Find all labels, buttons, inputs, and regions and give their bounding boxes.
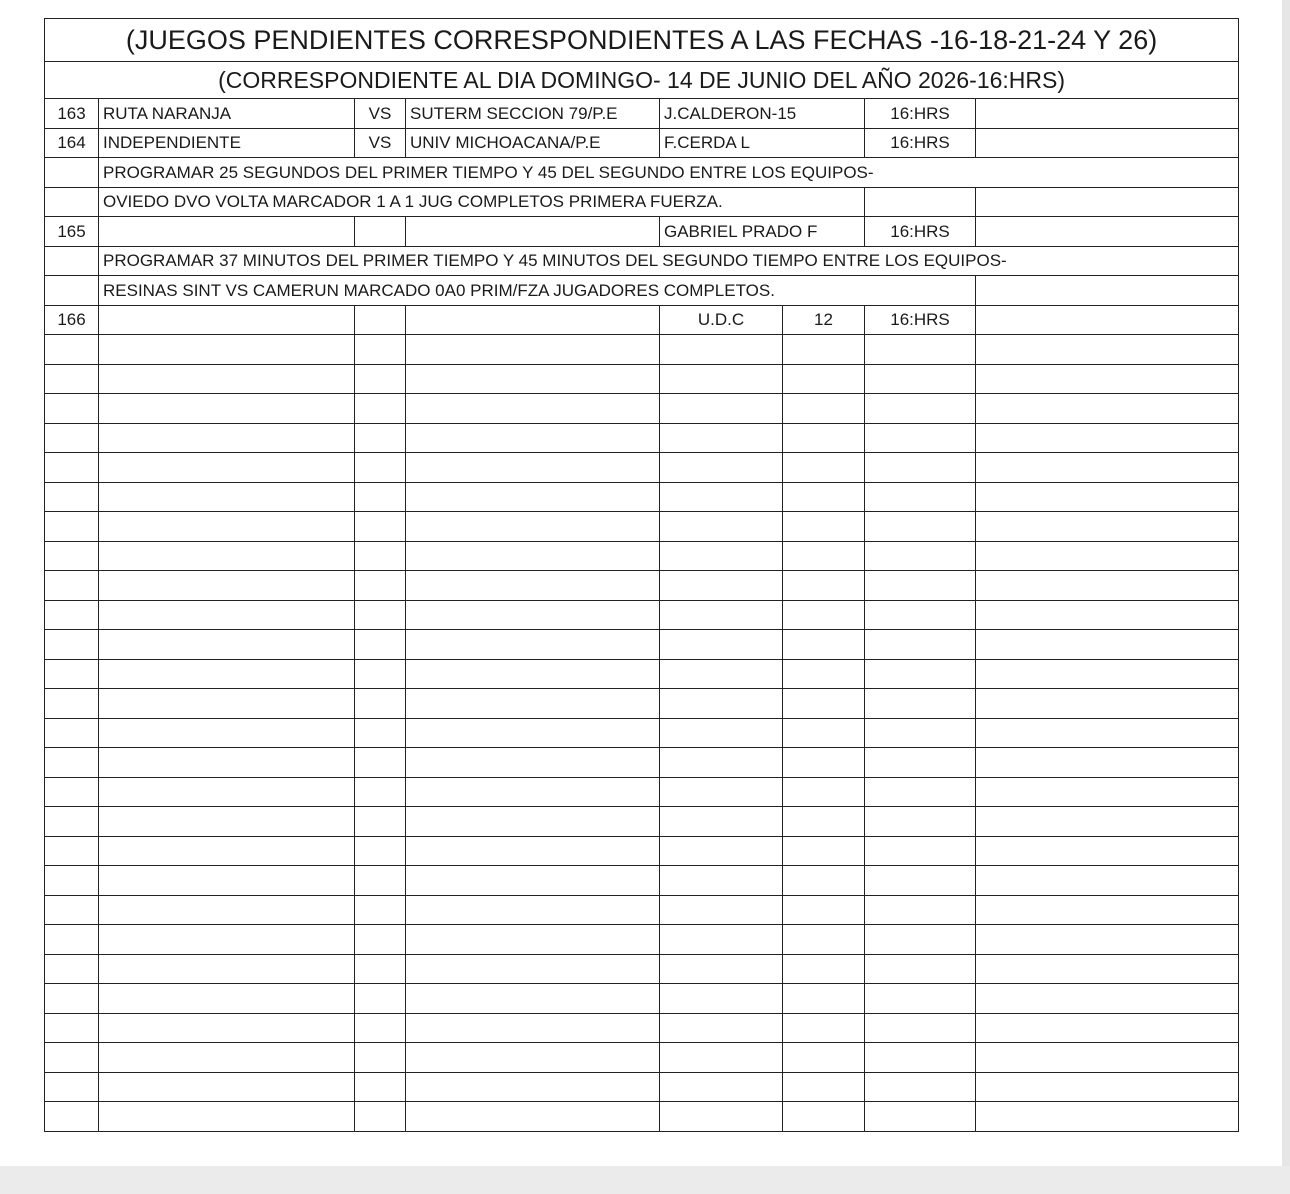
empty-cell bbox=[976, 276, 1239, 306]
note-row bbox=[45, 246, 1239, 276]
empty-cell bbox=[976, 453, 1239, 483]
field-number: 12 bbox=[783, 305, 865, 335]
empty-cell bbox=[406, 630, 660, 660]
empty-cell bbox=[783, 1043, 865, 1073]
empty-cell bbox=[406, 335, 660, 365]
empty-cell bbox=[976, 1102, 1239, 1132]
empty-row bbox=[45, 689, 1239, 719]
empty-row bbox=[45, 571, 1239, 601]
empty-cell bbox=[406, 777, 660, 807]
empty-cell bbox=[355, 1102, 406, 1132]
empty-cell bbox=[865, 394, 976, 424]
game-row-163 bbox=[45, 99, 1239, 129]
empty-cell bbox=[355, 895, 406, 925]
empty-cell bbox=[865, 1102, 976, 1132]
empty-cell bbox=[355, 394, 406, 424]
empty-cell bbox=[45, 1043, 99, 1073]
empty-cell bbox=[865, 718, 976, 748]
empty-cell bbox=[865, 453, 976, 483]
empty-cell bbox=[406, 689, 660, 719]
empty-cell bbox=[976, 600, 1239, 630]
vs-label: VS bbox=[355, 99, 406, 129]
empty-cell bbox=[783, 512, 865, 542]
empty-cell bbox=[660, 364, 783, 394]
empty-cell bbox=[99, 394, 355, 424]
empty-row bbox=[45, 482, 1239, 512]
empty-cell bbox=[45, 571, 99, 601]
empty-cell bbox=[865, 954, 976, 984]
note-text: PROGRAMAR 37 MINUTOS DEL PRIMER TIEMPO Y 45 MINUTOS DEL SEGUNDO TIEMPO ENTRE LOS EQUIPOS- bbox=[99, 246, 1239, 276]
empty-cell bbox=[45, 659, 99, 689]
empty-cell bbox=[406, 423, 660, 453]
empty-cell bbox=[660, 600, 783, 630]
empty-cell bbox=[660, 984, 783, 1014]
empty-cell bbox=[406, 217, 660, 247]
empty-row bbox=[45, 984, 1239, 1014]
empty-cell bbox=[45, 482, 99, 512]
empty-cell bbox=[45, 512, 99, 542]
empty-row bbox=[45, 394, 1239, 424]
empty-cell bbox=[865, 836, 976, 866]
empty-cell bbox=[355, 305, 406, 335]
empty-cell bbox=[865, 630, 976, 660]
empty-cell bbox=[976, 984, 1239, 1014]
empty-cell bbox=[976, 1072, 1239, 1102]
page-edge bbox=[0, 1166, 1290, 1194]
empty-cell bbox=[355, 364, 406, 394]
empty-cell bbox=[976, 217, 1239, 247]
empty-cell bbox=[783, 659, 865, 689]
empty-cell bbox=[99, 866, 355, 896]
note-row bbox=[45, 187, 1239, 217]
home-team: INDEPENDIENTE bbox=[99, 128, 355, 158]
empty-row bbox=[45, 600, 1239, 630]
empty-cell bbox=[45, 748, 99, 778]
note-text: RESINAS SINT VS CAMERUN MARCADO 0A0 PRIM/FZA JUGADORES COMPLETOS. bbox=[99, 276, 976, 306]
empty-cell bbox=[45, 423, 99, 453]
empty-row bbox=[45, 659, 1239, 689]
game-number: 163 bbox=[45, 99, 99, 129]
empty-cell bbox=[783, 335, 865, 365]
empty-cell bbox=[406, 482, 660, 512]
empty-row bbox=[45, 925, 1239, 955]
empty-cell bbox=[99, 689, 355, 719]
empty-cell bbox=[355, 630, 406, 660]
empty-cell bbox=[976, 836, 1239, 866]
game-row-164 bbox=[45, 128, 1239, 158]
empty-cell bbox=[783, 394, 865, 424]
empty-cell bbox=[865, 512, 976, 542]
note-row bbox=[45, 158, 1239, 188]
empty-row bbox=[45, 335, 1239, 365]
empty-row bbox=[45, 423, 1239, 453]
empty-cell bbox=[45, 453, 99, 483]
empty-cell bbox=[406, 512, 660, 542]
empty-cell bbox=[660, 807, 783, 837]
game-number: 164 bbox=[45, 128, 99, 158]
empty-row bbox=[45, 541, 1239, 571]
empty-cell bbox=[865, 689, 976, 719]
empty-cell bbox=[976, 925, 1239, 955]
empty-cell bbox=[99, 925, 355, 955]
empty-cell bbox=[99, 984, 355, 1014]
empty-row bbox=[45, 866, 1239, 896]
empty-row bbox=[45, 748, 1239, 778]
empty-row bbox=[45, 718, 1239, 748]
empty-cell bbox=[99, 305, 355, 335]
title-row bbox=[45, 19, 1239, 62]
empty-cell bbox=[976, 718, 1239, 748]
empty-cell bbox=[406, 1043, 660, 1073]
away-team: UNIV MICHOACANA/P.E bbox=[406, 128, 660, 158]
empty-cell bbox=[783, 600, 865, 630]
empty-row bbox=[45, 1072, 1239, 1102]
empty-cell bbox=[45, 364, 99, 394]
empty-cell bbox=[976, 1013, 1239, 1043]
empty-cell bbox=[865, 866, 976, 896]
empty-row bbox=[45, 364, 1239, 394]
empty-cell bbox=[355, 748, 406, 778]
empty-cell bbox=[99, 748, 355, 778]
empty-row bbox=[45, 1102, 1239, 1132]
empty-cell bbox=[406, 954, 660, 984]
empty-cell bbox=[99, 217, 355, 247]
empty-cell bbox=[45, 1102, 99, 1132]
empty-cell bbox=[355, 482, 406, 512]
empty-cell bbox=[45, 246, 99, 276]
empty-cell bbox=[783, 1102, 865, 1132]
empty-cell bbox=[45, 984, 99, 1014]
empty-cell bbox=[99, 807, 355, 837]
note-text: OVIEDO DVO VOLTA MARCADOR 1 A 1 JUG COMPLETOS PRIMERA FUERZA. bbox=[99, 187, 865, 217]
empty-cell bbox=[99, 512, 355, 542]
empty-cell bbox=[45, 1072, 99, 1102]
game-time: 16:HRS bbox=[865, 99, 976, 129]
empty-cell bbox=[660, 1043, 783, 1073]
empty-cell bbox=[976, 866, 1239, 896]
empty-cell bbox=[355, 836, 406, 866]
game-number: 165 bbox=[45, 217, 99, 247]
empty-cell bbox=[406, 394, 660, 424]
empty-cell bbox=[406, 1072, 660, 1102]
empty-cell bbox=[99, 364, 355, 394]
empty-row bbox=[45, 630, 1239, 660]
empty-cell bbox=[406, 364, 660, 394]
empty-cell bbox=[99, 659, 355, 689]
empty-cell bbox=[976, 128, 1239, 158]
empty-cell bbox=[660, 689, 783, 719]
empty-cell bbox=[783, 423, 865, 453]
empty-cell bbox=[99, 895, 355, 925]
empty-cell bbox=[865, 659, 976, 689]
empty-row bbox=[45, 1043, 1239, 1073]
empty-cell bbox=[355, 954, 406, 984]
empty-row bbox=[45, 453, 1239, 483]
empty-cell bbox=[976, 954, 1239, 984]
empty-cell bbox=[660, 777, 783, 807]
empty-cell bbox=[406, 866, 660, 896]
empty-cell bbox=[99, 836, 355, 866]
referee: F.CERDA L bbox=[660, 128, 865, 158]
empty-cell bbox=[976, 335, 1239, 365]
empty-cell bbox=[99, 630, 355, 660]
game-number: 166 bbox=[45, 305, 99, 335]
empty-row bbox=[45, 807, 1239, 837]
empty-cell bbox=[976, 394, 1239, 424]
empty-cell bbox=[783, 453, 865, 483]
note-row bbox=[45, 276, 1239, 306]
empty-cell bbox=[45, 866, 99, 896]
empty-cell bbox=[865, 423, 976, 453]
empty-cell bbox=[660, 1013, 783, 1043]
empty-cell bbox=[865, 335, 976, 365]
game-time: 16:HRS bbox=[865, 305, 976, 335]
empty-cell bbox=[355, 541, 406, 571]
empty-cell bbox=[865, 187, 976, 217]
empty-cell bbox=[355, 984, 406, 1014]
empty-cell bbox=[45, 541, 99, 571]
empty-cell bbox=[976, 748, 1239, 778]
empty-cell bbox=[783, 1072, 865, 1102]
empty-cell bbox=[865, 895, 976, 925]
empty-cell bbox=[783, 836, 865, 866]
empty-cell bbox=[45, 954, 99, 984]
empty-cell bbox=[976, 423, 1239, 453]
empty-cell bbox=[976, 689, 1239, 719]
empty-cell bbox=[865, 777, 976, 807]
empty-cell bbox=[45, 187, 99, 217]
empty-cell bbox=[865, 984, 976, 1014]
empty-cell bbox=[99, 541, 355, 571]
empty-cell bbox=[976, 895, 1239, 925]
empty-cell bbox=[660, 541, 783, 571]
vs-label: VS bbox=[355, 128, 406, 158]
referee: GABRIEL PRADO F bbox=[660, 217, 865, 247]
empty-cell bbox=[406, 541, 660, 571]
empty-cell bbox=[976, 305, 1239, 335]
empty-cell bbox=[406, 453, 660, 483]
empty-cell bbox=[45, 600, 99, 630]
empty-cell bbox=[976, 364, 1239, 394]
empty-cell bbox=[783, 630, 865, 660]
empty-cell bbox=[45, 335, 99, 365]
empty-cell bbox=[976, 541, 1239, 571]
empty-cell bbox=[406, 718, 660, 748]
empty-cell bbox=[660, 866, 783, 896]
empty-cell bbox=[355, 777, 406, 807]
empty-cell bbox=[660, 748, 783, 778]
page-edge bbox=[1282, 0, 1290, 1194]
empty-cell bbox=[355, 453, 406, 483]
empty-cell bbox=[45, 836, 99, 866]
empty-cell bbox=[660, 836, 783, 866]
empty-cell bbox=[660, 512, 783, 542]
empty-cell bbox=[406, 600, 660, 630]
empty-cell bbox=[783, 748, 865, 778]
empty-cell bbox=[99, 777, 355, 807]
empty-row bbox=[45, 1013, 1239, 1043]
empty-cell bbox=[660, 335, 783, 365]
empty-cell bbox=[976, 1043, 1239, 1073]
empty-cell bbox=[976, 807, 1239, 837]
empty-cell bbox=[355, 335, 406, 365]
empty-cell bbox=[406, 1013, 660, 1043]
empty-cell bbox=[355, 600, 406, 630]
empty-cell bbox=[660, 482, 783, 512]
empty-cell bbox=[783, 984, 865, 1014]
empty-cell bbox=[355, 718, 406, 748]
empty-cell bbox=[99, 1102, 355, 1132]
empty-cell bbox=[45, 1013, 99, 1043]
empty-cell bbox=[976, 482, 1239, 512]
referee: U.D.C bbox=[660, 305, 783, 335]
empty-cell bbox=[865, 1013, 976, 1043]
empty-cell bbox=[99, 1043, 355, 1073]
empty-cell bbox=[99, 954, 355, 984]
empty-cell bbox=[660, 718, 783, 748]
empty-cell bbox=[99, 453, 355, 483]
empty-cell bbox=[976, 630, 1239, 660]
empty-cell bbox=[783, 777, 865, 807]
home-team: RUTA NARANJA bbox=[99, 99, 355, 129]
empty-cell bbox=[976, 777, 1239, 807]
empty-cell bbox=[355, 571, 406, 601]
subtitle-row bbox=[45, 62, 1239, 99]
empty-cell bbox=[45, 895, 99, 925]
page-subtitle: (CORRESPONDIENTE AL DIA DOMINGO- 14 DE JUNIO DEL AÑO 2026-16:HRS) bbox=[45, 62, 1239, 99]
empty-cell bbox=[406, 895, 660, 925]
empty-cell bbox=[45, 777, 99, 807]
empty-cell bbox=[355, 659, 406, 689]
empty-cell bbox=[660, 659, 783, 689]
schedule-table bbox=[44, 18, 1239, 1132]
empty-cell bbox=[406, 659, 660, 689]
empty-cell bbox=[660, 954, 783, 984]
empty-cell bbox=[660, 1102, 783, 1132]
empty-cell bbox=[660, 925, 783, 955]
empty-cell bbox=[783, 954, 865, 984]
empty-cell bbox=[976, 512, 1239, 542]
empty-cell bbox=[865, 482, 976, 512]
empty-cell bbox=[660, 895, 783, 925]
empty-cell bbox=[865, 925, 976, 955]
game-time: 16:HRS bbox=[865, 128, 976, 158]
empty-cell bbox=[783, 895, 865, 925]
empty-cell bbox=[45, 807, 99, 837]
away-team: SUTERM SECCION 79/P.E bbox=[406, 99, 660, 129]
empty-cell bbox=[865, 807, 976, 837]
empty-cell bbox=[45, 158, 99, 188]
empty-cell bbox=[406, 836, 660, 866]
empty-cell bbox=[99, 335, 355, 365]
empty-cell bbox=[783, 866, 865, 896]
empty-cell bbox=[660, 630, 783, 660]
empty-cell bbox=[865, 571, 976, 601]
empty-cell bbox=[783, 807, 865, 837]
empty-cell bbox=[99, 718, 355, 748]
empty-cell bbox=[783, 364, 865, 394]
empty-cell bbox=[660, 423, 783, 453]
empty-row bbox=[45, 895, 1239, 925]
empty-cell bbox=[783, 541, 865, 571]
empty-cell bbox=[783, 1013, 865, 1043]
empty-cell bbox=[865, 541, 976, 571]
empty-cell bbox=[406, 1102, 660, 1132]
empty-cell bbox=[355, 925, 406, 955]
empty-cell bbox=[99, 482, 355, 512]
empty-cell bbox=[406, 571, 660, 601]
empty-cell bbox=[45, 630, 99, 660]
empty-cell bbox=[99, 600, 355, 630]
empty-row bbox=[45, 512, 1239, 542]
empty-cell bbox=[355, 423, 406, 453]
empty-cell bbox=[355, 512, 406, 542]
empty-cell bbox=[45, 718, 99, 748]
empty-cell bbox=[865, 748, 976, 778]
empty-cell bbox=[406, 305, 660, 335]
game-row-166 bbox=[45, 305, 1239, 335]
empty-cell bbox=[783, 571, 865, 601]
empty-cell bbox=[99, 423, 355, 453]
empty-cell bbox=[783, 482, 865, 512]
empty-cell bbox=[783, 689, 865, 719]
empty-cell bbox=[355, 807, 406, 837]
empty-cell bbox=[783, 925, 865, 955]
empty-row bbox=[45, 954, 1239, 984]
empty-cell bbox=[976, 99, 1239, 129]
empty-cell bbox=[660, 1072, 783, 1102]
empty-cell bbox=[783, 718, 865, 748]
empty-row bbox=[45, 836, 1239, 866]
empty-cell bbox=[865, 364, 976, 394]
empty-cell bbox=[45, 689, 99, 719]
empty-cell bbox=[660, 394, 783, 424]
empty-cell bbox=[976, 571, 1239, 601]
empty-cell bbox=[865, 600, 976, 630]
note-text: PROGRAMAR 25 SEGUNDOS DEL PRIMER TIEMPO Y 45 DEL SEGUNDO ENTRE LOS EQUIPOS- bbox=[99, 158, 1239, 188]
empty-cell bbox=[45, 394, 99, 424]
empty-cell bbox=[355, 217, 406, 247]
empty-cell bbox=[355, 1072, 406, 1102]
game-row-165 bbox=[45, 217, 1239, 247]
empty-cell bbox=[99, 1013, 355, 1043]
game-time: 16:HRS bbox=[865, 217, 976, 247]
empty-cell bbox=[865, 1043, 976, 1073]
empty-cell bbox=[406, 925, 660, 955]
empty-cell bbox=[355, 689, 406, 719]
empty-cell bbox=[865, 1072, 976, 1102]
empty-cell bbox=[45, 925, 99, 955]
empty-cell bbox=[406, 807, 660, 837]
empty-cell bbox=[660, 453, 783, 483]
empty-cell bbox=[406, 984, 660, 1014]
empty-cell bbox=[355, 1013, 406, 1043]
empty-cell bbox=[355, 866, 406, 896]
empty-row bbox=[45, 777, 1239, 807]
empty-cell bbox=[660, 571, 783, 601]
empty-cell bbox=[976, 187, 1239, 217]
empty-cell bbox=[406, 748, 660, 778]
empty-cell bbox=[45, 276, 99, 306]
page-title: (JUEGOS PENDIENTES CORRESPONDIENTES A LAS FECHAS -16-18-21-24 Y 26) bbox=[45, 19, 1239, 62]
empty-cell bbox=[99, 1072, 355, 1102]
referee: J.CALDERON-15 bbox=[660, 99, 865, 129]
empty-cell bbox=[976, 659, 1239, 689]
empty-cell bbox=[355, 1043, 406, 1073]
empty-cell bbox=[99, 571, 355, 601]
